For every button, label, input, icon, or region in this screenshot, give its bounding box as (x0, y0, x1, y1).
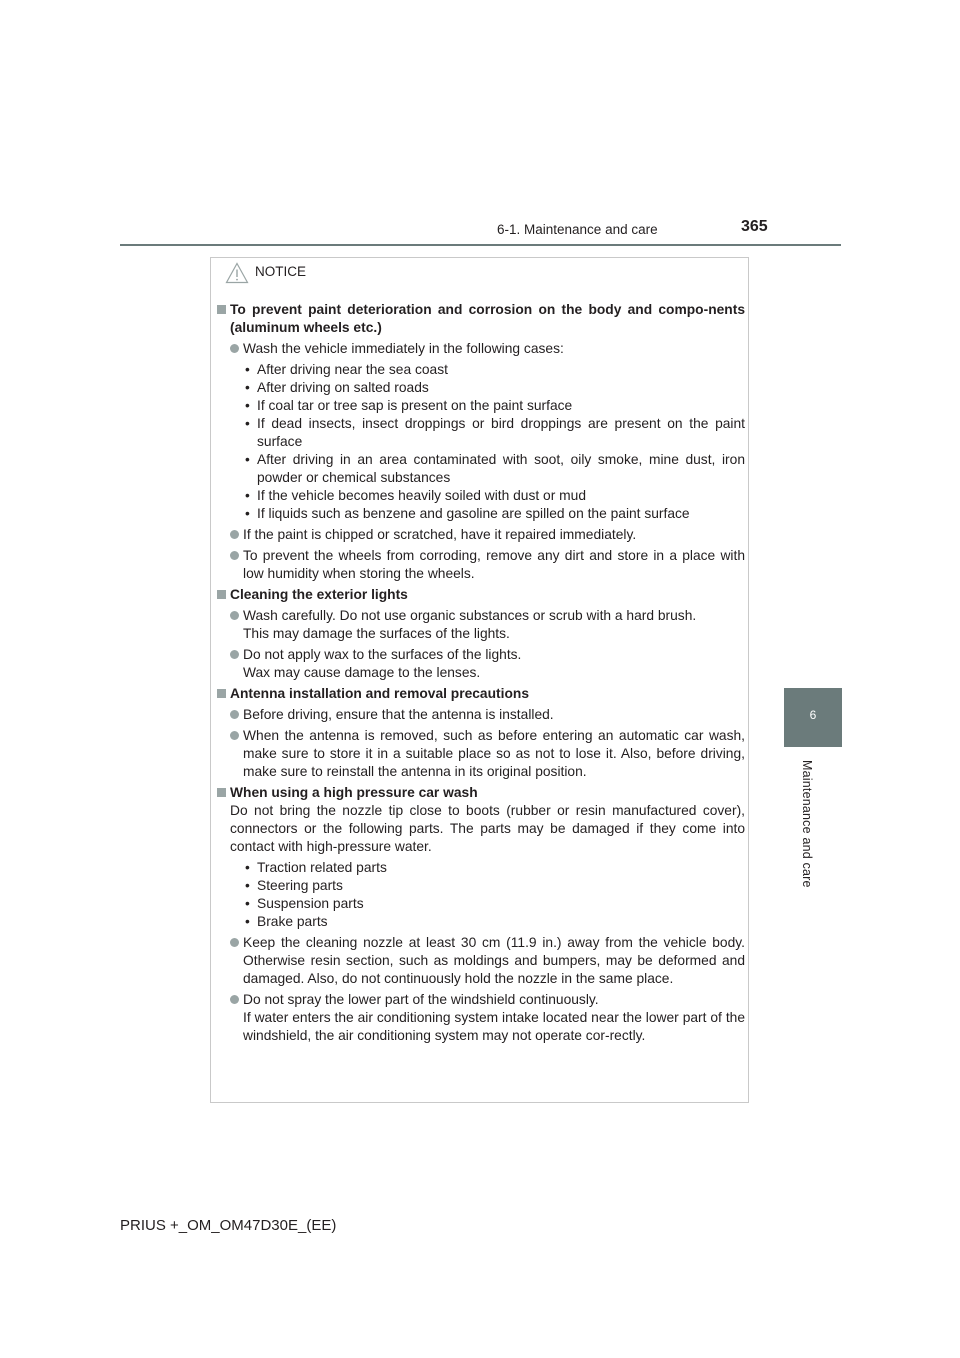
list-item-line: Do not apply wax to the surfaces of the lights. (243, 647, 522, 662)
sub-item: • After driving on salted roads (243, 379, 745, 397)
sub-item: • After driving in an area contaminated with soot, oily smoke, mine dust, iron powder or chemical substances (243, 451, 745, 487)
notice-header (211, 258, 748, 288)
list-item: Wash the vehicle immediately in the following cases: (217, 340, 745, 358)
sub-item: • After driving near the sea coast (243, 361, 745, 379)
sub-item: • If coal tar or tree sap is present on the paint surface (243, 397, 745, 415)
section-heading-exterior-lights: Cleaning the exterior lights (217, 586, 745, 604)
list-item (217, 607, 745, 643)
section-heading-high-pressure-wash: When using a high pressure car wash (217, 784, 745, 802)
list-item: Before driving, ensure that the antenna is installed. (217, 706, 745, 724)
warning-triangle-icon (225, 262, 249, 289)
sublist-wash-cases (217, 361, 745, 523)
sub-item: • Traction related parts (243, 859, 745, 877)
list-item (217, 646, 745, 682)
list-item: To prevent the wheels from corroding, remove any dirt and store in a place with low humidity when storing the wheels. (217, 547, 745, 583)
chapter-tab-number: 6 (809, 708, 817, 722)
list-item: When the antenna is removed, such as before entering an automatic car wash, make sure to store it in a suitable place so as not to lose it. Also, before driving, make sure to reinstall the antenna in its original position. (217, 727, 745, 781)
list-item-line: If water enters the air conditioning system intake located near the lower part of the windshield, the air conditioning system may not operate cor-rectly. (243, 1010, 745, 1043)
sub-item: • Steering parts (243, 877, 745, 895)
list-item-line: Wax may cause damage to the lenses. (243, 665, 481, 680)
chapter-tab[interactable] (784, 688, 842, 747)
section-paragraph: Do not bring the nozzle tip close to boots (rubber or resin manufactured cover), connectors or the following parts. The parts may be damaged if they come into contact with high-pressure water. (230, 803, 745, 854)
header-section-title: 6-1. Maintenance and care (497, 222, 658, 237)
section-heading-paint: To prevent paint deterioration and corrosion on the body and compo-nents (aluminum wheels etc.) (217, 301, 745, 337)
sublist-parts (217, 859, 745, 931)
sub-item: • If dead insects, insect droppings or bird droppings are present on the paint surface (243, 415, 745, 451)
notice-body (217, 298, 745, 1045)
header-divider (120, 244, 841, 246)
sub-item: • Suspension parts (243, 895, 745, 913)
list-item-line: This may damage the surfaces of the lights. (243, 626, 510, 641)
notice-box (210, 257, 749, 1103)
list-item (217, 991, 745, 1045)
sub-item: • Brake parts (243, 913, 745, 931)
sub-item: • If the vehicle becomes heavily soiled with dust or mud (243, 487, 745, 505)
list-item: Keep the cleaning nozzle at least 30 cm (11.9 in.) away from the vehicle body. Otherwise resin section, such as moldings and bumpers, may be deformed and damaged. Also, do not continuously hold the nozzle in the same place. (217, 934, 745, 988)
list-item-line: Wash carefully. Do not use organic substances or scrub with a hard brush. (243, 608, 697, 623)
notice-title: NOTICE (255, 264, 307, 279)
list-item: If the paint is chipped or scratched, have it repaired immediately. (217, 526, 745, 544)
sub-item: • If liquids such as benzene and gasoline are spilled on the paint surface (243, 505, 745, 523)
section-heading-antenna: Antenna installation and removal precautions (217, 685, 745, 703)
list-item-line: Do not spray the lower part of the windshield continuously. (243, 992, 599, 1007)
page-number: 365 (741, 218, 768, 235)
chapter-tab-label: Maintenance and care (800, 760, 814, 888)
document-id: PRIUS +_OM_OM47D30E_(EE) (120, 1217, 337, 1234)
